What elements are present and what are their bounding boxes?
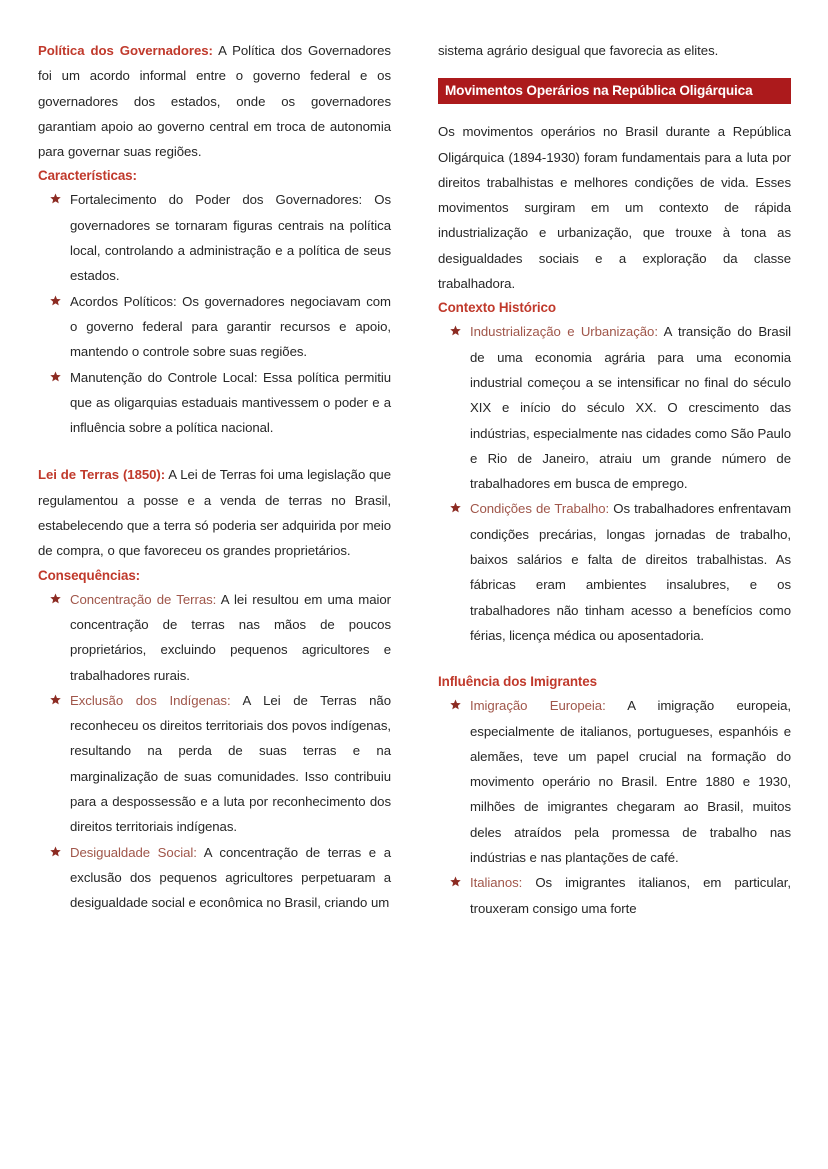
heading-consequencias: Consequências: (38, 567, 141, 583)
list-item (38, 587, 391, 688)
bullet-list-influencia-imigrantes (438, 693, 791, 921)
bullet-list-contexto-historico (438, 319, 791, 648)
list-item-text: A lei resultou em uma maior concentração de terras nas mãos de poucos proprietários, excluindo pequenos agricultores e trabalhadores rurais. (70, 591, 391, 683)
list-item (38, 365, 391, 441)
heading-influencia-dos-imigrantes: Influência dos Imigrantes (438, 674, 597, 690)
star-icon (48, 365, 62, 390)
star-icon (48, 187, 62, 212)
list-item (38, 840, 391, 916)
list-item-label: Fortalecimento do Poder dos Governadores: (70, 192, 363, 208)
list-item-text: Essa política permitiu que as oligarquias estaduais mantivessem o poder e a influência sobre a política nacional. (70, 369, 391, 436)
list-item (38, 289, 391, 365)
paragraph-lead-label: Política dos Governadores: (38, 43, 213, 58)
star-icon (48, 688, 62, 713)
section-spacer (438, 648, 791, 670)
paragraph-intro-movimentos: Os movimentos operários no Brasil durante a República Oligárquica (1894-1930) foram fundamentais para a luta por direitos trabalhistas e melhores condições de vida. Esses movimentos surgiram em um contexto de rápida industrialização e urbanização, que trouxe à tona as desigualdades sociais e a exploração da classe trabalhadora. (438, 124, 791, 292)
paragraph-lei-de-terras (38, 462, 391, 563)
star-icon (448, 693, 462, 718)
section-spacer (38, 440, 391, 462)
list-item (438, 693, 791, 870)
list-item-text: Os governadores se tornaram figuras centrais na política local, controlando a administração e a política de seus estados. (70, 192, 391, 284)
star-icon (448, 870, 462, 895)
right-column (438, 38, 791, 921)
list-item (438, 870, 791, 921)
list-item-label: Manutenção do Controle Local: (70, 369, 258, 385)
list-item-text: A Lei de Terras não reconheceu os direitos territoriais dos povos indígenas, resultando na perda de suas terras e na marginalização de suas comunidades. Isso contribuiu para a despossessão e a luta por reconhecimento dos direitos territoriais indígenas. (70, 692, 391, 835)
bullet-list-caracteristicas (38, 187, 391, 440)
two-column-layout (38, 38, 793, 921)
list-item-label: Exclusão dos Indígenas: (70, 692, 231, 708)
list-item-label: Condições de Trabalho: (470, 501, 610, 517)
list-item-label: Italianos: (470, 875, 523, 891)
paragraph-politica-dos-governadores (38, 38, 391, 164)
list-item (38, 187, 391, 288)
heading-contexto-historico: Contexto Histórico (438, 300, 556, 316)
star-icon (48, 587, 62, 612)
bullet-list-consequencias (38, 587, 391, 916)
banner-bottom-spacer (438, 104, 791, 119)
paragraph-continuation: sistema agrário desigual que favorecia as elites. (438, 43, 719, 58)
list-item-label: Desigualdade Social: (70, 844, 197, 860)
list-item-label: Imigração Europeia: (470, 698, 606, 714)
heading-caracteristicas: Características: (38, 168, 137, 184)
list-item-text: Os imigrantes italianos, em particular, trouxeram consigo uma forte (470, 875, 791, 916)
paragraph-lead-label: Lei de Terras (1850): (38, 467, 166, 483)
list-item-label: Acordos Políticos: (70, 293, 177, 309)
list-item-label: Concentração de Terras: (70, 591, 217, 607)
list-item-text: A concentração de terras e a exclusão dos pequenos agricultores perpetuaram a desigualdade social e econômica no Brasil, criando um (70, 844, 391, 911)
paragraph-body-text: A Política dos Governadores foi um acordo informal entre o governo federal e os governadores dos estados, onde os governadores garantiam apoio ao governo central em troca de autonomia para governar suas regiões. (38, 43, 391, 160)
section-banner-movimentos-operarios: Movimentos Operários na República Oligárquica (438, 78, 791, 104)
left-column (38, 38, 391, 916)
star-icon (448, 496, 462, 521)
paragraph-body-text: A Lei de Terras foi uma legislação que regulamentou a posse e a venda de terras no Brasil, estabelecendo que a terra só poderia ser adquirida por meio de compra, o que favoreceu os grandes proprietários. (38, 467, 392, 559)
list-item-text: Os trabalhadores enfrentavam condições precárias, longas jornadas de trabalho, baixos salários e falta de direitos trabalhistas. As fábricas eram ambientes insalubres, e os trabalhadores não tinham acesso a benefícios como férias, licença médica ou aposentadoria. (470, 501, 792, 643)
list-item (38, 688, 391, 840)
list-item-label: Industrialização e Urbanização: (470, 324, 658, 340)
banner-top-spacer (438, 63, 791, 78)
list-item-text: A transição do Brasil de uma economia agrária para uma economia industrial começou a se intensificar no final do século XIX e início do século XX. O crescimento das indústrias, especialmente nas cidades como São Paulo e Rio de Janeiro, atraiu um grande número de trabalhadores em busca de emprego. (470, 324, 791, 492)
star-icon (448, 319, 462, 344)
star-icon (48, 289, 62, 314)
star-icon (48, 840, 62, 865)
list-item-text: Os governadores negociavam com o governo federal para garantir recursos e apoio, mantendo o controle sobre suas regiões. (70, 293, 391, 360)
list-item-text: A imigração europeia, especialmente de italianos, portugueses, espanhóis e alemães, teve um papel crucial na formação do movimento operário no Brasil. Entre 1880 e 1930, milhões de imigrantes chegaram ao Brasil, muitos deles atraídos pela promessa de trabalho nas indústrias e nas plantações de café. (470, 698, 791, 866)
list-item (438, 496, 791, 648)
list-item (438, 319, 791, 496)
